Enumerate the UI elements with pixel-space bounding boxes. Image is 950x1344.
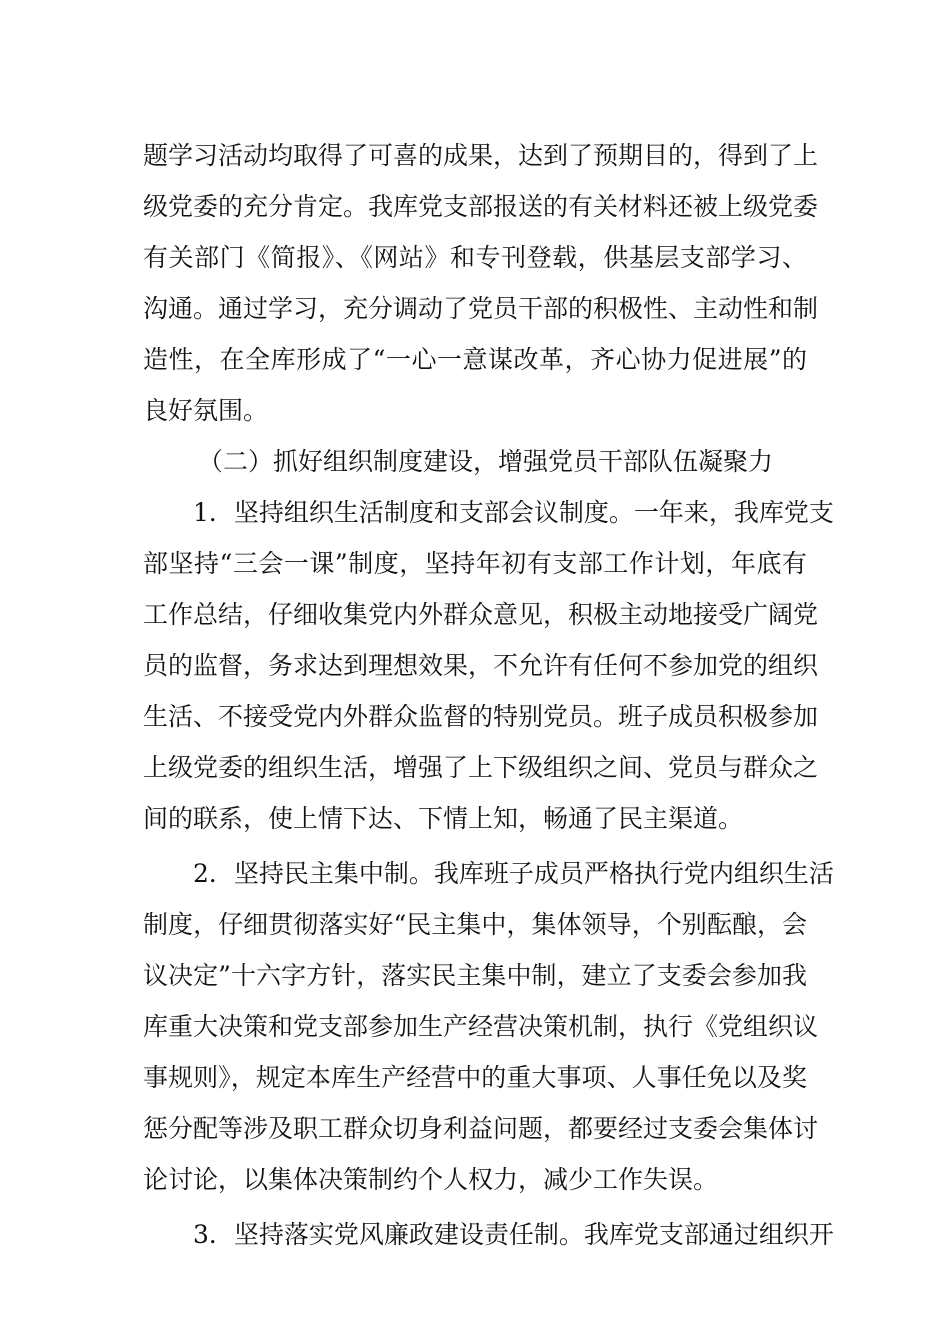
section-heading: （二）抓好组织制度建设，增强党员干部队伍凝聚力 bbox=[198, 447, 774, 476]
paragraph-line: 1．坚持组织生活制度和支部会议制度。一年来，我库党支 bbox=[193, 498, 834, 527]
paragraph-line: 制度，仔细贯彻落实好“民主集中，集体领导，个别酝酿，会 bbox=[143, 910, 807, 939]
paragraph-line: 良好氛围。 bbox=[143, 396, 269, 425]
paragraph-line: 事规则》，规定本库生产经营中的重大事项、人事任免以及奖 bbox=[143, 1063, 807, 1092]
paragraph-line: 有关部门《简报》、《网站》和专刊登载，供基层支部学习、 bbox=[143, 243, 807, 272]
paragraph-line: 部坚持“三会一课”制度，坚持年初有支部工作计划，年底有 bbox=[143, 549, 807, 578]
paragraph-line: 造性，在全库形成了“一心一意谋改革，齐心协力促进展”的 bbox=[143, 345, 807, 374]
paragraph-line: 员的监督，务求达到理想效果，不允许有任何不参加党的组织 bbox=[143, 651, 819, 680]
paragraph-line: 级党委的充分肯定。我库党支部报送的有关材料还被上级党委 bbox=[143, 192, 819, 221]
paragraph-line: 2．坚持民主集中制。我库班子成员严格执行党内组织生活 bbox=[193, 859, 834, 888]
paragraph-line: 论讨论，以集体决策制约个人权力，减少工作失误。 bbox=[143, 1165, 719, 1194]
paragraph-line: 惩分配等涉及职工群众切身利益问题，都要经过支委会集体讨 bbox=[143, 1114, 819, 1143]
paragraph-line: 题学习活动均取得了可喜的成果，达到了预期目的，得到了上 bbox=[143, 141, 819, 170]
paragraph-line: 间的联系，使上情下达、下情上知，畅通了民主渠道。 bbox=[143, 804, 744, 833]
paragraph-line: 上级党委的组织生活，增强了上下级组织之间、党员与群众之 bbox=[143, 753, 819, 782]
paragraph-line: 3．坚持落实党风廉政建设责任制。我库党支部通过组织开 bbox=[193, 1220, 834, 1249]
paragraph-line: 议决定”十六字方针，落实民主集中制，建立了支委会参加我 bbox=[143, 961, 807, 990]
paragraph-line: 生活、不接受党内外群众监督的特别党员。班子成员积极参加 bbox=[143, 702, 819, 731]
paragraph-line: 工作总结，仔细收集党内外群众意见，积极主动地接受广阔党 bbox=[143, 600, 819, 629]
paragraph-line: 沟通。通过学习，充分调动了党员干部的积极性、主动性和制 bbox=[143, 294, 819, 323]
paragraph-line: 库重大决策和党支部参加生产经营决策机制，执行《党组织议 bbox=[143, 1012, 819, 1041]
document-body bbox=[143, 130, 834, 1260]
